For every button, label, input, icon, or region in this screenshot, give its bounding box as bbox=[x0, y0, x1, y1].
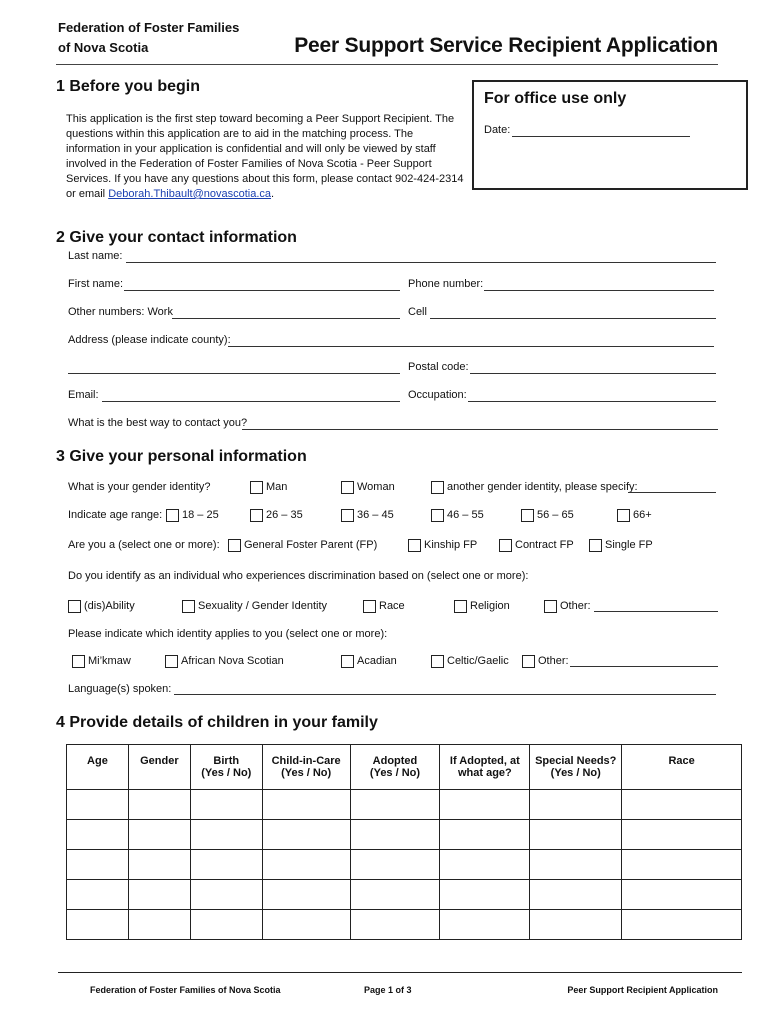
table-cell[interactable] bbox=[350, 790, 440, 820]
column-header-age: Age bbox=[67, 745, 129, 790]
general-fp-checkbox[interactable] bbox=[228, 539, 241, 552]
postal-code-field[interactable] bbox=[470, 373, 716, 374]
gender-man-checkbox[interactable] bbox=[250, 481, 263, 494]
gender-other-field[interactable] bbox=[628, 492, 716, 493]
children-table bbox=[66, 744, 742, 940]
table-cell[interactable] bbox=[530, 910, 622, 940]
office-use-heading: For office use only bbox=[484, 90, 627, 107]
mikmaw-label: Mi’kmaw bbox=[88, 655, 131, 667]
table-row bbox=[67, 880, 742, 910]
table-header-row bbox=[67, 745, 742, 790]
table-cell[interactable] bbox=[622, 790, 742, 820]
table-cell[interactable] bbox=[440, 910, 530, 940]
table-cell[interactable] bbox=[262, 820, 350, 850]
table-cell[interactable] bbox=[262, 910, 350, 940]
single-fp-checkbox[interactable] bbox=[589, 539, 602, 552]
general-fp-label: General Foster Parent (FP) bbox=[244, 539, 378, 551]
column-header-race: Race bbox=[622, 745, 742, 790]
address-label: Address (please indicate county): bbox=[68, 334, 231, 346]
page-title: Peer Support Service Recipient Application bbox=[294, 34, 718, 57]
organization-name bbox=[58, 18, 239, 58]
age-46-55-label: 46 – 55 bbox=[447, 509, 484, 521]
celtic-gaelic-checkbox[interactable] bbox=[431, 655, 444, 668]
office-use-box bbox=[472, 80, 748, 190]
age-66-plus-label: 66+ bbox=[633, 509, 652, 521]
table-cell[interactable] bbox=[190, 880, 262, 910]
table-cell[interactable] bbox=[128, 910, 190, 940]
intro-paragraph bbox=[66, 112, 466, 202]
table-cell[interactable] bbox=[262, 790, 350, 820]
table-cell[interactable] bbox=[190, 820, 262, 850]
sexuality-gender-label: Sexuality / Gender Identity bbox=[198, 600, 328, 612]
table-cell[interactable] bbox=[262, 880, 350, 910]
column-header-adopted: Adopted (Yes / No) bbox=[350, 745, 440, 790]
parent-type-question: Are you a (select one or more): bbox=[68, 539, 220, 551]
disability-label: (dis)Ability bbox=[84, 600, 135, 612]
table-cell[interactable] bbox=[350, 850, 440, 880]
table-cell[interactable] bbox=[530, 850, 622, 880]
org-line-2: of Nova Scotia bbox=[58, 40, 149, 55]
work-number-field[interactable] bbox=[172, 318, 400, 319]
table-cell[interactable] bbox=[440, 850, 530, 880]
footer-page-number: Page 1 of 3 bbox=[364, 985, 412, 995]
age-range-question: Indicate age range: bbox=[68, 509, 163, 521]
address-field-line-2[interactable] bbox=[68, 373, 400, 374]
contract-fp-checkbox[interactable] bbox=[499, 539, 512, 552]
age-46-55-checkbox[interactable] bbox=[431, 509, 444, 522]
acadian-label: Acadian bbox=[357, 655, 397, 667]
table-cell[interactable] bbox=[530, 880, 622, 910]
table-cell[interactable] bbox=[67, 820, 129, 850]
column-header-child-in-care: Child-in-Care (Yes / No) bbox=[262, 745, 350, 790]
language-label: Language(s) spoken: bbox=[68, 683, 172, 695]
table-cell[interactable] bbox=[67, 850, 129, 880]
table-cell[interactable] bbox=[530, 790, 622, 820]
african-nova-scotian-label: African Nova Scotian bbox=[181, 655, 284, 667]
celtic-gaelic-label: Celtic/Gaelic bbox=[447, 655, 509, 667]
age-26-35-checkbox[interactable] bbox=[250, 509, 263, 522]
table-cell[interactable] bbox=[67, 910, 129, 940]
email-field[interactable] bbox=[102, 401, 400, 402]
table-cell[interactable] bbox=[440, 790, 530, 820]
column-header-birth: Birth (Yes / No) bbox=[190, 745, 262, 790]
discrimination-question: Do you identify as an individual who experiences discrimination based on (select one or more): bbox=[68, 570, 529, 582]
org-line-1: Federation of Foster Families bbox=[58, 20, 240, 35]
identity-other-checkbox[interactable] bbox=[522, 655, 535, 668]
table-row bbox=[67, 910, 742, 940]
column-header-special-needs: Special Needs? (Yes / No) bbox=[530, 745, 622, 790]
footer-organization: Federation of Foster Families of Nova Scotia bbox=[90, 985, 281, 995]
age-36-45-checkbox[interactable] bbox=[341, 509, 354, 522]
office-date-field[interactable] bbox=[512, 136, 690, 137]
occupation-field[interactable] bbox=[468, 401, 716, 402]
office-date-label: Date: bbox=[484, 124, 511, 136]
sexuality-gender-checkbox[interactable] bbox=[182, 600, 195, 613]
kinship-fp-checkbox[interactable] bbox=[408, 539, 421, 552]
single-fp-label: Single FP bbox=[605, 539, 653, 551]
african-nova-scotian-checkbox[interactable] bbox=[165, 655, 178, 668]
footer-document-title: Peer Support Recipient Application bbox=[567, 985, 718, 995]
gender-man-label: Man bbox=[266, 481, 288, 493]
table-cell[interactable] bbox=[67, 790, 129, 820]
cell-field[interactable] bbox=[430, 318, 716, 319]
table-cell[interactable] bbox=[128, 850, 190, 880]
table-row bbox=[67, 790, 742, 820]
table-cell[interactable] bbox=[128, 880, 190, 910]
religion-checkbox[interactable] bbox=[454, 600, 467, 613]
last-name-label: Last name: bbox=[68, 250, 123, 262]
table-row bbox=[67, 850, 742, 880]
section-4-heading: 4 Provide details of children in your family bbox=[56, 714, 378, 731]
language-field[interactable] bbox=[174, 694, 716, 695]
first-name-label: First name: bbox=[68, 278, 124, 290]
table-cell[interactable] bbox=[190, 790, 262, 820]
email-label: Email: bbox=[68, 389, 99, 401]
table-cell[interactable] bbox=[622, 910, 742, 940]
last-name-field[interactable] bbox=[126, 262, 716, 263]
intro-period: . bbox=[271, 188, 275, 200]
table-cell[interactable] bbox=[622, 850, 742, 880]
gender-woman-checkbox[interactable] bbox=[341, 481, 354, 494]
age-26-35-label: 26 – 35 bbox=[266, 509, 303, 521]
age-36-45-label: 36 – 45 bbox=[357, 509, 394, 521]
section-2-heading: 2 Give your contact information bbox=[56, 229, 297, 246]
table-cell[interactable] bbox=[262, 850, 350, 880]
discrimination-other-checkbox[interactable] bbox=[544, 600, 557, 613]
postal-code-label: Postal code: bbox=[408, 361, 469, 373]
table-cell[interactable] bbox=[440, 880, 530, 910]
phone-field[interactable] bbox=[484, 290, 714, 291]
religion-label: Religion bbox=[470, 600, 510, 612]
gender-woman-label: Woman bbox=[357, 481, 395, 493]
work-number-label: Other numbers: Work bbox=[68, 306, 173, 318]
footer-divider bbox=[58, 972, 742, 973]
gender-other-label: another gender identity, please specify: bbox=[447, 481, 638, 493]
table-cell[interactable] bbox=[622, 820, 742, 850]
table-cell[interactable] bbox=[530, 820, 622, 850]
intro-text: This application is the first step toward becoming a Peer Support Recipient. The questions within this application are to aid in the matching process. The information in your application is confidential and will only be viewed by staff involved in the Federation of Foster Families of Nova Scotia - Peer Support Services. If you have any questions about this form, please contact 902-424-2314 or email bbox=[66, 113, 464, 200]
occupation-label: Occupation: bbox=[408, 389, 467, 401]
gender-other-checkbox[interactable] bbox=[431, 481, 444, 494]
table-cell[interactable] bbox=[350, 820, 440, 850]
contact-preference-label: What is the best way to contact you? bbox=[68, 417, 248, 429]
contact-preference-field[interactable] bbox=[242, 429, 718, 430]
table-cell[interactable] bbox=[128, 820, 190, 850]
contract-fp-label: Contract FP bbox=[515, 539, 574, 551]
contact-email-link[interactable]: Deborah.Thibault@novascotia.ca bbox=[108, 188, 272, 200]
disability-checkbox[interactable] bbox=[68, 600, 81, 613]
discrimination-other-label: Other: bbox=[560, 600, 591, 612]
table-cell[interactable] bbox=[350, 910, 440, 940]
race-label: Race bbox=[379, 600, 405, 612]
acadian-checkbox[interactable] bbox=[341, 655, 354, 668]
section-1-heading: 1 Before you begin bbox=[56, 78, 201, 95]
table-cell[interactable] bbox=[440, 820, 530, 850]
table-cell[interactable] bbox=[190, 850, 262, 880]
table-cell[interactable] bbox=[622, 880, 742, 910]
table-row bbox=[67, 820, 742, 850]
age-18-25-label: 18 – 25 bbox=[182, 509, 219, 521]
address-field[interactable] bbox=[228, 346, 714, 347]
age-66-plus-checkbox[interactable] bbox=[617, 509, 630, 522]
race-checkbox[interactable] bbox=[363, 600, 376, 613]
identity-other-label: Other: bbox=[538, 655, 569, 667]
first-name-field[interactable] bbox=[124, 290, 400, 291]
header-divider bbox=[56, 64, 718, 65]
identity-other-field[interactable] bbox=[570, 666, 718, 667]
column-header-gender: Gender bbox=[128, 745, 190, 790]
phone-label: Phone number: bbox=[408, 278, 484, 290]
gender-question: What is your gender identity? bbox=[68, 481, 211, 493]
section-3-heading: 3 Give your personal information bbox=[56, 448, 307, 465]
cell-label: Cell bbox=[408, 306, 427, 318]
table-cell[interactable] bbox=[128, 790, 190, 820]
table-cell[interactable] bbox=[190, 910, 262, 940]
discrimination-other-field[interactable] bbox=[594, 611, 718, 612]
mikmaw-checkbox[interactable] bbox=[72, 655, 85, 668]
identity-question: Please indicate which identity applies to you (select one or more): bbox=[68, 628, 388, 640]
age-18-25-checkbox[interactable] bbox=[166, 509, 179, 522]
age-56-65-checkbox[interactable] bbox=[521, 509, 534, 522]
age-56-65-label: 56 – 65 bbox=[537, 509, 574, 521]
table-cell[interactable] bbox=[350, 880, 440, 910]
column-header-adopted-age: If Adopted, at what age? bbox=[440, 745, 530, 790]
table-cell[interactable] bbox=[67, 880, 129, 910]
kinship-fp-label: Kinship FP bbox=[424, 539, 478, 551]
